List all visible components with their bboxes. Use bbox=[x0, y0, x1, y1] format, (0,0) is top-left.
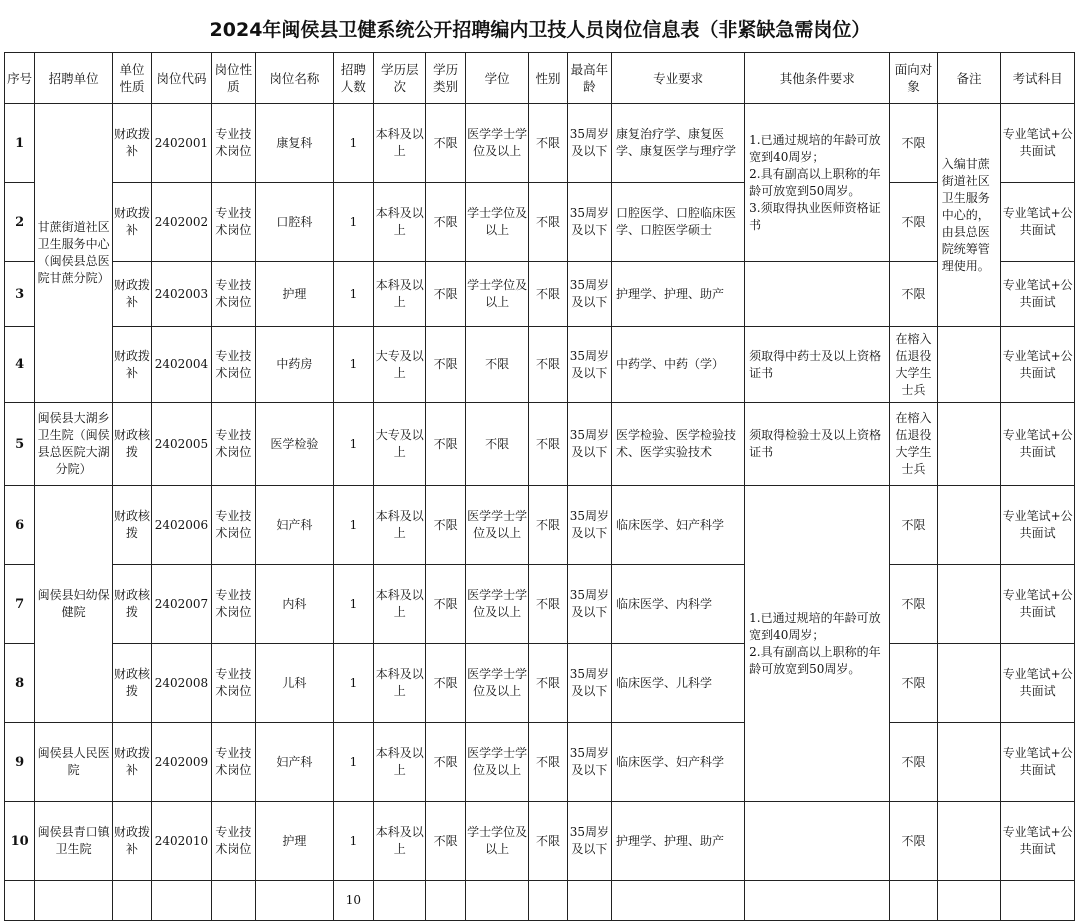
degree-cell: 学士学位及以上 bbox=[465, 802, 529, 881]
header-row bbox=[5, 53, 1075, 104]
table-row bbox=[5, 723, 1075, 802]
education-category-cell: 不限 bbox=[426, 723, 465, 802]
position-type-cell: 专业技术岗位 bbox=[211, 802, 255, 881]
exam-subject-cell: 专业笔试+公共面试 bbox=[1001, 565, 1075, 644]
remark-cell bbox=[937, 723, 1001, 802]
empty-cell bbox=[374, 881, 426, 921]
serial-number-cell: 6 bbox=[5, 486, 35, 565]
gender-cell: 不限 bbox=[529, 104, 567, 183]
exam-subject-cell: 专业笔试+公共面试 bbox=[1001, 644, 1075, 723]
empty-cell bbox=[567, 881, 611, 921]
position-name-cell: 妇产科 bbox=[256, 723, 334, 802]
education-level-cell: 本科及以上 bbox=[374, 565, 426, 644]
unit-cell: 闽侯县大湖乡卫生院（闽侯县总医院大湖分院） bbox=[35, 403, 113, 486]
position-name-cell: 儿科 bbox=[256, 644, 334, 723]
header-cell: 考试科目 bbox=[1001, 53, 1075, 104]
header-cell: 学历层次 bbox=[374, 53, 426, 104]
exam-subject-cell: 专业笔试+公共面试 bbox=[1001, 183, 1075, 262]
position-type-cell: 专业技术岗位 bbox=[211, 327, 255, 403]
major-requirement-cell: 临床医学、妇产科学 bbox=[612, 723, 745, 802]
position-type-cell: 专业技术岗位 bbox=[211, 104, 255, 183]
education-category-cell: 不限 bbox=[426, 565, 465, 644]
education-category-cell: 不限 bbox=[426, 403, 465, 486]
unit-cell: 闽侯县妇幼保健院 bbox=[35, 486, 113, 723]
position-type-cell: 专业技术岗位 bbox=[211, 183, 255, 262]
remark-cell bbox=[937, 565, 1001, 644]
exam-subject-cell: 专业笔试+公共面试 bbox=[1001, 403, 1075, 486]
target-group-cell: 在榕入伍退役大学生士兵 bbox=[890, 403, 937, 486]
table-row bbox=[5, 486, 1075, 565]
other-requirement-cell bbox=[745, 802, 890, 881]
header-cell: 单位性质 bbox=[112, 53, 151, 104]
empty-cell bbox=[426, 881, 465, 921]
table-row bbox=[5, 104, 1075, 183]
position-type-cell: 专业技术岗位 bbox=[211, 262, 255, 327]
unit-nature-cell: 财政拨补 bbox=[112, 262, 151, 327]
serial-number-cell: 10 bbox=[5, 802, 35, 881]
unit-cell: 甘蔗街道社区卫生服务中心（闽侯县总医院甘蔗分院） bbox=[35, 104, 113, 403]
table-row bbox=[5, 403, 1075, 486]
empty-cell bbox=[152, 881, 212, 921]
max-age-cell: 35周岁及以下 bbox=[567, 565, 611, 644]
header-cell: 最高年龄 bbox=[567, 53, 611, 104]
degree-cell: 不限 bbox=[465, 327, 529, 403]
major-requirement-cell: 护理学、护理、助产 bbox=[612, 802, 745, 881]
empty-cell bbox=[35, 881, 113, 921]
target-group-cell: 不限 bbox=[890, 183, 937, 262]
total-headcount-cell: 10 bbox=[333, 881, 373, 921]
headcount-cell: 1 bbox=[333, 486, 373, 565]
header-cell: 备注 bbox=[937, 53, 1001, 104]
remark-cell bbox=[937, 802, 1001, 881]
header-cell: 面向对象 bbox=[890, 53, 937, 104]
empty-cell bbox=[745, 881, 890, 921]
position-code-cell: 2402008 bbox=[152, 644, 212, 723]
serial-number-cell: 2 bbox=[5, 183, 35, 262]
unit-nature-cell: 财政核拨 bbox=[112, 644, 151, 723]
remark-cell bbox=[937, 327, 1001, 403]
education-level-cell: 本科及以上 bbox=[374, 486, 426, 565]
serial-number-cell: 3 bbox=[5, 262, 35, 327]
headcount-cell: 1 bbox=[333, 644, 373, 723]
total-row bbox=[5, 881, 1075, 921]
major-requirement-cell: 临床医学、内科学 bbox=[612, 565, 745, 644]
degree-cell: 医学学士学位及以上 bbox=[465, 723, 529, 802]
max-age-cell: 35周岁及以下 bbox=[567, 802, 611, 881]
headcount-cell: 1 bbox=[333, 183, 373, 262]
max-age-cell: 35周岁及以下 bbox=[567, 723, 611, 802]
education-category-cell: 不限 bbox=[426, 644, 465, 723]
unit-nature-cell: 财政核拨 bbox=[112, 565, 151, 644]
empty-cell bbox=[890, 881, 937, 921]
table-row bbox=[5, 262, 1075, 327]
position-code-cell: 2402006 bbox=[152, 486, 212, 565]
serial-number-cell: 1 bbox=[5, 104, 35, 183]
serial-number-cell: 9 bbox=[5, 723, 35, 802]
remark-cell bbox=[937, 403, 1001, 486]
gender-cell: 不限 bbox=[529, 183, 567, 262]
max-age-cell: 35周岁及以下 bbox=[567, 327, 611, 403]
position-type-cell: 专业技术岗位 bbox=[211, 644, 255, 723]
gender-cell: 不限 bbox=[529, 262, 567, 327]
table-row bbox=[5, 644, 1075, 723]
gender-cell: 不限 bbox=[529, 644, 567, 723]
empty-cell bbox=[112, 881, 151, 921]
position-name-cell: 康复科 bbox=[256, 104, 334, 183]
max-age-cell: 35周岁及以下 bbox=[567, 486, 611, 565]
education-level-cell: 大专及以上 bbox=[374, 403, 426, 486]
position-name-cell: 妇产科 bbox=[256, 486, 334, 565]
position-type-cell: 专业技术岗位 bbox=[211, 486, 255, 565]
gender-cell: 不限 bbox=[529, 403, 567, 486]
max-age-cell: 35周岁及以下 bbox=[567, 183, 611, 262]
exam-subject-cell: 专业笔试+公共面试 bbox=[1001, 723, 1075, 802]
unit-nature-cell: 财政拨补 bbox=[112, 802, 151, 881]
exam-subject-cell: 专业笔试+公共面试 bbox=[1001, 104, 1075, 183]
education-category-cell: 不限 bbox=[426, 486, 465, 565]
position-code-cell: 2402009 bbox=[152, 723, 212, 802]
other-requirement-cell: 须取得中药士及以上资格证书 bbox=[745, 327, 890, 403]
education-category-cell: 不限 bbox=[426, 183, 465, 262]
major-requirement-cell: 口腔医学、口腔临床医学、口腔医学硕士 bbox=[612, 183, 745, 262]
education-category-cell: 不限 bbox=[426, 262, 465, 327]
education-category-cell: 不限 bbox=[426, 802, 465, 881]
position-code-cell: 2402003 bbox=[152, 262, 212, 327]
headcount-cell: 1 bbox=[333, 327, 373, 403]
major-requirement-cell: 临床医学、妇产科学 bbox=[612, 486, 745, 565]
target-group-cell: 不限 bbox=[890, 486, 937, 565]
target-group-cell: 不限 bbox=[890, 565, 937, 644]
gender-cell: 不限 bbox=[529, 802, 567, 881]
position-name-cell: 口腔科 bbox=[256, 183, 334, 262]
position-name-cell: 内科 bbox=[256, 565, 334, 644]
target-group-cell: 在榕入伍退役大学生士兵 bbox=[890, 327, 937, 403]
position-name-cell: 护理 bbox=[256, 802, 334, 881]
education-category-cell: 不限 bbox=[426, 104, 465, 183]
headcount-cell: 1 bbox=[333, 262, 373, 327]
headcount-cell: 1 bbox=[333, 403, 373, 486]
unit-nature-cell: 财政核拨 bbox=[112, 403, 151, 486]
empty-cell bbox=[612, 881, 745, 921]
degree-cell: 学士学位及以上 bbox=[465, 183, 529, 262]
serial-number-cell: 5 bbox=[5, 403, 35, 486]
education-level-cell: 本科及以上 bbox=[374, 644, 426, 723]
exam-subject-cell: 专业笔试+公共面试 bbox=[1001, 486, 1075, 565]
education-level-cell: 本科及以上 bbox=[374, 262, 426, 327]
empty-cell bbox=[465, 881, 529, 921]
target-group-cell: 不限 bbox=[890, 723, 937, 802]
header-cell: 招聘单位 bbox=[35, 53, 113, 104]
header-cell: 专业要求 bbox=[612, 53, 745, 104]
gender-cell: 不限 bbox=[529, 723, 567, 802]
exam-subject-cell: 专业笔试+公共面试 bbox=[1001, 802, 1075, 881]
position-type-cell: 专业技术岗位 bbox=[211, 723, 255, 802]
max-age-cell: 35周岁及以下 bbox=[567, 644, 611, 723]
other-requirement-cell: 1.已通过规培的年龄可放宽到40周岁； 2.具有副高以上职称的年龄可放宽到50周岁。 bbox=[745, 486, 890, 802]
exam-subject-cell: 专业笔试+公共面试 bbox=[1001, 327, 1075, 403]
unit-nature-cell: 财政拨补 bbox=[112, 723, 151, 802]
education-level-cell: 本科及以上 bbox=[374, 104, 426, 183]
unit-nature-cell: 财政核拨 bbox=[112, 486, 151, 565]
unit-nature-cell: 财政拨补 bbox=[112, 327, 151, 403]
position-code-cell: 2402002 bbox=[152, 183, 212, 262]
empty-cell bbox=[529, 881, 567, 921]
target-group-cell: 不限 bbox=[890, 104, 937, 183]
education-level-cell: 本科及以上 bbox=[374, 802, 426, 881]
target-group-cell: 不限 bbox=[890, 644, 937, 723]
major-requirement-cell: 医学检验、医学检验技术、医学实验技术 bbox=[612, 403, 745, 486]
serial-number-cell: 8 bbox=[5, 644, 35, 723]
position-name-cell: 医学检验 bbox=[256, 403, 334, 486]
remark-cell: 入编甘蔗街道社区卫生服务中心的，由县总医院统筹管理使用。 bbox=[937, 104, 1001, 327]
table-row bbox=[5, 183, 1075, 262]
header-cell: 性别 bbox=[529, 53, 567, 104]
position-code-cell: 2402007 bbox=[152, 565, 212, 644]
empty-cell bbox=[1001, 881, 1075, 921]
degree-cell: 不限 bbox=[465, 403, 529, 486]
education-category-cell: 不限 bbox=[426, 327, 465, 403]
serial-number-cell: 4 bbox=[5, 327, 35, 403]
major-requirement-cell: 中药学、中药（学） bbox=[612, 327, 745, 403]
page-title: 2024年闽侯县卫健系统公开招聘编内卫技人员岗位信息表（非紧缺急需岗位） bbox=[209, 19, 871, 41]
header-cell: 其他条件要求 bbox=[745, 53, 890, 104]
header-cell: 岗位性质 bbox=[211, 53, 255, 104]
degree-cell: 医学学士学位及以上 bbox=[465, 565, 529, 644]
target-group-cell: 不限 bbox=[890, 802, 937, 881]
header-cell: 学历类别 bbox=[426, 53, 465, 104]
position-code-cell: 2402004 bbox=[152, 327, 212, 403]
remark-cell bbox=[937, 486, 1001, 565]
position-name-cell: 中药房 bbox=[256, 327, 334, 403]
header-cell: 招聘人数 bbox=[333, 53, 373, 104]
position-name-cell: 护理 bbox=[256, 262, 334, 327]
education-level-cell: 本科及以上 bbox=[374, 723, 426, 802]
max-age-cell: 35周岁及以下 bbox=[567, 403, 611, 486]
table-row bbox=[5, 802, 1075, 881]
degree-cell: 医学学士学位及以上 bbox=[465, 104, 529, 183]
degree-cell: 学士学位及以上 bbox=[465, 262, 529, 327]
education-level-cell: 本科及以上 bbox=[374, 183, 426, 262]
education-level-cell: 大专及以上 bbox=[374, 327, 426, 403]
gender-cell: 不限 bbox=[529, 565, 567, 644]
other-requirement-cell: 1.已通过规培的年龄可放宽到40周岁； 2.具有副高以上职称的年龄可放宽到50周岁。 3.须取得执业医师资格证书 bbox=[745, 104, 890, 262]
remark-cell bbox=[937, 644, 1001, 723]
headcount-cell: 1 bbox=[333, 723, 373, 802]
major-requirement-cell: 护理学、护理、助产 bbox=[612, 262, 745, 327]
headcount-cell: 1 bbox=[333, 565, 373, 644]
major-requirement-cell: 临床医学、儿科学 bbox=[612, 644, 745, 723]
unit-nature-cell: 财政拨补 bbox=[112, 104, 151, 183]
empty-cell bbox=[937, 881, 1001, 921]
unit-nature-cell: 财政拨补 bbox=[112, 183, 151, 262]
header-cell: 岗位名称 bbox=[256, 53, 334, 104]
empty-cell bbox=[5, 881, 35, 921]
empty-cell bbox=[211, 881, 255, 921]
gender-cell: 不限 bbox=[529, 486, 567, 565]
headcount-cell: 1 bbox=[333, 802, 373, 881]
other-requirement-cell bbox=[745, 262, 890, 327]
unit-cell: 闽侯县青口镇卫生院 bbox=[35, 802, 113, 881]
unit-cell: 闽侯县人民医院 bbox=[35, 723, 113, 802]
table-row bbox=[5, 327, 1075, 403]
position-type-cell: 专业技术岗位 bbox=[211, 565, 255, 644]
max-age-cell: 35周岁及以下 bbox=[567, 104, 611, 183]
position-type-cell: 专业技术岗位 bbox=[211, 403, 255, 486]
degree-cell: 医学学士学位及以上 bbox=[465, 486, 529, 565]
major-requirement-cell: 康复治疗学、康复医学、康复医学与理疗学 bbox=[612, 104, 745, 183]
table-row bbox=[5, 565, 1075, 644]
header-cell: 序号 bbox=[5, 53, 35, 104]
exam-subject-cell: 专业笔试+公共面试 bbox=[1001, 262, 1075, 327]
position-code-cell: 2402001 bbox=[152, 104, 212, 183]
empty-cell bbox=[256, 881, 334, 921]
serial-number-cell: 7 bbox=[5, 565, 35, 644]
header-cell: 岗位代码 bbox=[152, 53, 212, 104]
header-cell: 学位 bbox=[465, 53, 529, 104]
other-requirement-cell: 须取得检验士及以上资格证书 bbox=[745, 403, 890, 486]
gender-cell: 不限 bbox=[529, 327, 567, 403]
position-code-cell: 2402005 bbox=[152, 403, 212, 486]
target-group-cell: 不限 bbox=[890, 262, 937, 327]
max-age-cell: 35周岁及以下 bbox=[567, 262, 611, 327]
degree-cell: 医学学士学位及以上 bbox=[465, 644, 529, 723]
position-code-cell: 2402010 bbox=[152, 802, 212, 881]
job-table bbox=[4, 52, 1075, 921]
headcount-cell: 1 bbox=[333, 104, 373, 183]
